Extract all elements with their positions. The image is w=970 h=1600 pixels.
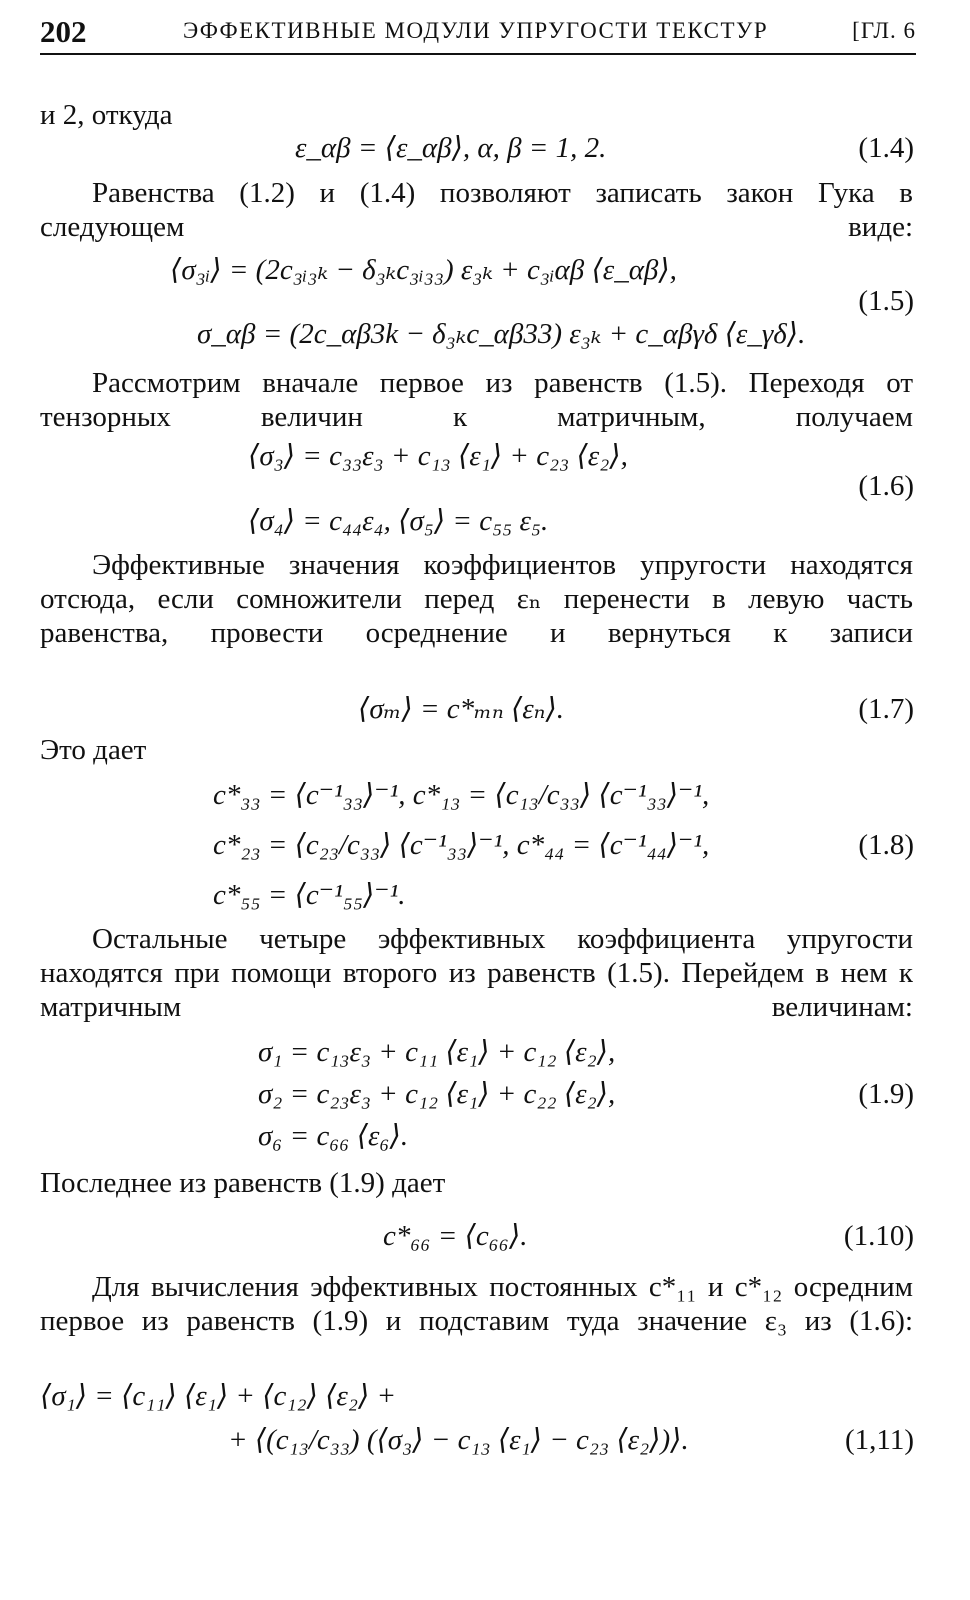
equation-1-11b: + ⟨(c₁₃/c₃₃) (⟨σ₃⟩ − c₁₃ ⟨ε₁⟩ − c₂₃ ⟨ε₂⟩)⟩. (228, 1424, 689, 1456)
header-rule (40, 53, 916, 55)
equation-1-5a: ⟨σ₃ᵢ⟩ = (2c₃ᵢ₃ₖ − δ₃ₖc₃ᵢ₃₃) ε₃ₖ + c₃ᵢαβ ⟨ε_αβ⟩, (170, 254, 677, 286)
equation-1-9a: σ₁ = c₁₃ε₃ + c₁₁ ⟨ε₁⟩ + c₁₂ ⟨ε₂⟩, (258, 1036, 616, 1068)
paragraph-6: Остальные четыре эффективных коэффициента упругости находятся при помощи второго из равенств (1.5). Перейдем в нем к матричным величинам: (40, 923, 913, 1023)
equation-number-1-9: (1.9) (858, 1078, 914, 1110)
equation-1-9b: σ₂ = c₂₃ε₃ + c₁₂ ⟨ε₁⟩ + c₂₂ ⟨ε₂⟩, (258, 1078, 616, 1110)
equation-number-1-10: (1.10) (843, 1220, 914, 1252)
equation-1-6b: ⟨σ₄⟩ = c₄₄ε₄, ⟨σ₅⟩ = c₅₅ ε₅. (248, 505, 549, 537)
page-number: 202 (40, 14, 87, 49)
equation-1-6a: ⟨σ₃⟩ = c₃₃ε₃ + c₁₃ ⟨ε₁⟩ + c₂₃ ⟨ε₂⟩, (248, 440, 628, 472)
page-header (40, 14, 916, 54)
paragraph-8: Для вычисления эффективных постоянных c*₁₁ и c*₁₂ осредним первое из равенств (1.9) и подставим туда значение ε₃ из (1.6): (40, 1271, 913, 1337)
equation-number-1-8: (1.8) (858, 829, 914, 861)
equation-1-7: ⟨σₘ⟩ = c*ₘₙ ⟨εₙ⟩. (358, 693, 565, 725)
paragraph-4: Эффективные значения коэффициентов упругости находятся отсюда, если сомножители перед εₙ перенести в левую часть равенства, провести осреднение и вернуться к записи (40, 549, 913, 649)
equation-1-8a: c*₃₃ = ⟨c⁻¹₃₃⟩⁻¹, c*₁₃ = ⟨c₁₃/c₃₃⟩ ⟨c⁻¹₃₃⟩⁻¹, (213, 779, 710, 811)
equation-number-1-7: (1.7) (858, 693, 914, 725)
equation-1-11a: ⟨σ₁⟩ = ⟨c₁₁⟩ ⟨ε₁⟩ + ⟨c₁₂⟩ ⟨ε₂⟩ + (40, 1380, 397, 1412)
equation-1-10: c*₆₆ = ⟨c₆₆⟩. (383, 1220, 528, 1252)
paragraph-1: и 2, откуда (40, 99, 173, 131)
equation-number-1-5: (1.5) (858, 285, 914, 317)
running-title: ЭФФЕКТИВНЫЕ МОДУЛИ УПРУГОСТИ ТЕКСТУР (183, 18, 769, 43)
paragraph-2: Равенства (1.2) и (1.4) позволяют записать закон Гука в следующем виде: (40, 177, 913, 243)
paragraph-7: Последнее из равенств (1.9) дает (40, 1167, 446, 1199)
paragraph-5: Это дает (40, 734, 147, 766)
equation-number-1-11: (1,11) (845, 1424, 914, 1456)
chapter-label: [ГЛ. 6 (852, 18, 916, 43)
equation-1-4: ε_αβ = ⟨ε_αβ⟩, α, β = 1, 2. (295, 132, 607, 164)
equation-number-1-6: (1.6) (858, 470, 914, 502)
equation-1-8b: c*₂₃ = ⟨c₂₃/c₃₃⟩ ⟨c⁻¹₃₃⟩⁻¹, c*₄₄ = ⟨c⁻¹₄₄⟩⁻¹, (213, 829, 710, 861)
equation-number-1-4: (1.4) (858, 132, 914, 164)
equation-1-5b: σ_αβ = (2c_αβ3k − δ₃ₖc_αβ33) ε₃ₖ + c_αβγδ ⟨ε_γδ⟩. (197, 318, 806, 350)
equation-1-9c: σ₆ = c₆₆ ⟨ε₆⟩. (258, 1120, 409, 1152)
paragraph-3: Рассмотрим вначале первое из равенств (1.5). Переходя от тензорных величин к матричным, получаем (40, 367, 913, 433)
equation-1-8c: c*₅₅ = ⟨c⁻¹₅₅⟩⁻¹. (213, 879, 406, 911)
